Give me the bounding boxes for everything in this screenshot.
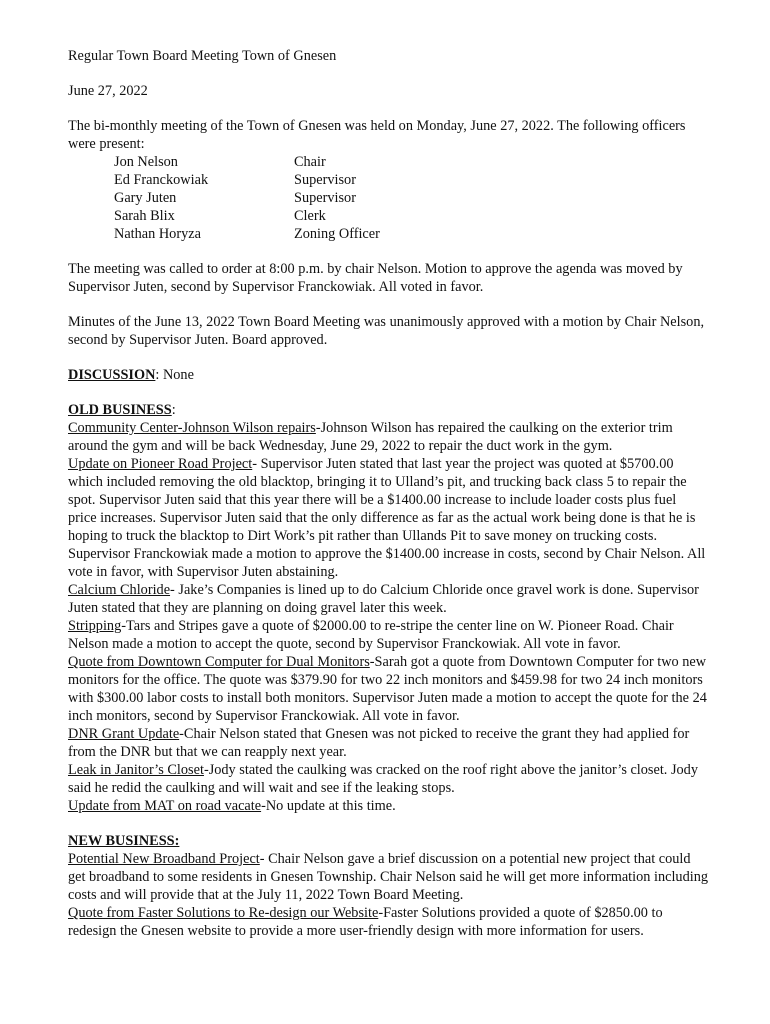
item-title: Calcium Chloride [68,582,171,598]
intro-paragraph: The bi-monthly meeting of the Town of Gnesen was held on Monday, June 27, 2022. The following officers were present: [68,118,686,152]
meeting-date: June 27, 2022 [68,83,148,99]
item-text: -Johnson Wilson has repaired the caulking on the exterior trim around the gym and will be back Wednesday, June 29, 2022 to repair the duct work in the gym. [68,420,673,454]
officer-role: Chair [294,154,326,170]
item-text: -Tars and Stripes gave a quote of $2000.00 to re-stripe the center line on W. Pioneer Road. Chair Nelson made a motion to accept the quote, second by Supervisor Franckowiak. All vote in favor. [68,618,674,652]
item-text: - Supervisor Juten stated that last year the project was quoted at $5700.00 which included removing the old blacktop, bringing it to Ulland’s pit, and trucking back class 5 to repair the spot. Supervisor Juten said that this year there will be a $1400.00 increase to include loader costs plus fuel price increases. Supervisor Juten said that the only difference as far as the actual work being done is that he is hoping to truck the blacktop to Dirt Work’s pit rather than Ullands Pit to save money on trucking costs. Supervisor Franckowiak made a motion to approve the $1400.00 increase in costs, second by Chair Nelson. All vote in favor, with Supervisor Juten abstaining. [68,456,706,580]
officer-row [114,207,708,225]
item-title: Update from MAT on road vacate [68,798,262,814]
item-title: Community Center-Johnson Wilson repairs [68,420,316,436]
officer-name: Gary Juten [114,190,177,206]
discussion-heading: DISCUSSION [68,367,156,383]
item-title: Stripping [68,618,122,634]
document-title: Regular Town Board Meeting Town of Gnesen [68,48,337,64]
item-text: -Chair Nelson stated that Gnesen was not picked to receive the grant they had applied for from the DNR but that we can reapply next year. [68,726,690,760]
item-text: - Jake’s Companies is lined up to do Calcium Chloride once gravel work is done. Supervisor Juten stated that they are planning on doing gravel later this week. [68,582,699,616]
old-business-item [68,725,708,761]
officer-role: Clerk [294,208,326,224]
officer-name: Nathan Horyza [114,226,201,242]
discussion-section [68,366,708,384]
old-business-heading: OLD BUSINESS [68,402,172,418]
minutes-paragraph: Minutes of the June 13, 2022 Town Board Meeting was unanimously approved with a motion by Chair Nelson, second by Supervisor Juten. Board approved. [68,314,705,348]
item-title: Quote from Faster Solutions to Re-design our Website [68,905,379,921]
old-business-item [68,617,708,653]
officer-role: Supervisor [294,190,356,206]
officer-role: Supervisor [294,172,356,188]
old-business-item [68,761,708,797]
officer-name: Sarah Blix [114,208,175,224]
new-business-item [68,850,708,904]
document-body [68,47,708,940]
item-title: Leak in Janitor’s Closet [68,762,204,778]
new-business-heading: NEW BUSINESS: [68,833,180,849]
old-business-heading-suffix: : [171,402,176,418]
item-title: Update on Pioneer Road Project [68,456,253,472]
officer-name: Jon Nelson [114,154,178,170]
officers-list [114,153,708,243]
old-business-item [68,653,708,725]
call-to-order-paragraph: The meeting was called to order at 8:00 p.m. by chair Nelson. Motion to approve the agenda was moved by Supervisor Juten, second by Supervisor Franckowiak. All voted in favor. [68,261,683,295]
old-business-item [68,797,708,815]
old-business-item [68,455,708,581]
old-business-header [68,401,708,419]
discussion-text: : None [155,367,194,383]
new-business-header [68,832,708,850]
item-title: Quote from Downtown Computer for Dual Monitors [68,654,370,670]
officer-row [114,189,708,207]
item-title: Potential New Broadband Project [68,851,260,867]
item-title: DNR Grant Update [68,726,180,742]
item-text: -Jody stated the caulking was cracked on the roof right above the janitor’s closet. Jody said he redid the caulking and will wait and see if the leaking stops. [68,762,698,796]
officer-name: Ed Franckowiak [114,172,209,188]
item-text: -Sarah got a quote from Downtown Computer for two new monitors for the office. The quote was $379.90 for two 22 inch monitors and $459.98 for two 24 inch monitors with $300.00 labor costs to install both monitors. Supervisor Juten made a motion to accept the quote for the 24 inch monitors, second by Supervisor Franckowiak. All vote in favor. [68,654,707,724]
item-text: -Faster Solutions provided a quote of $2850.00 to redesign the Gnesen website to provide a more user-friendly design with more information for users. [68,905,663,939]
old-business-item [68,581,708,617]
old-business-item [68,419,708,455]
new-business-item [68,904,708,940]
item-text: -No update at this time. [261,798,396,814]
officer-row [114,225,708,243]
officer-row [114,153,708,171]
officer-role: Zoning Officer [294,226,380,242]
officer-row [114,171,708,189]
item-text: - Chair Nelson gave a brief discussion on a potential new project that could get broadband to some residents in Gnesen Township. Chair Nelson said he will get more information including costs and will provide that at the July 11, 2022 Town Board Meeting. [68,851,708,903]
